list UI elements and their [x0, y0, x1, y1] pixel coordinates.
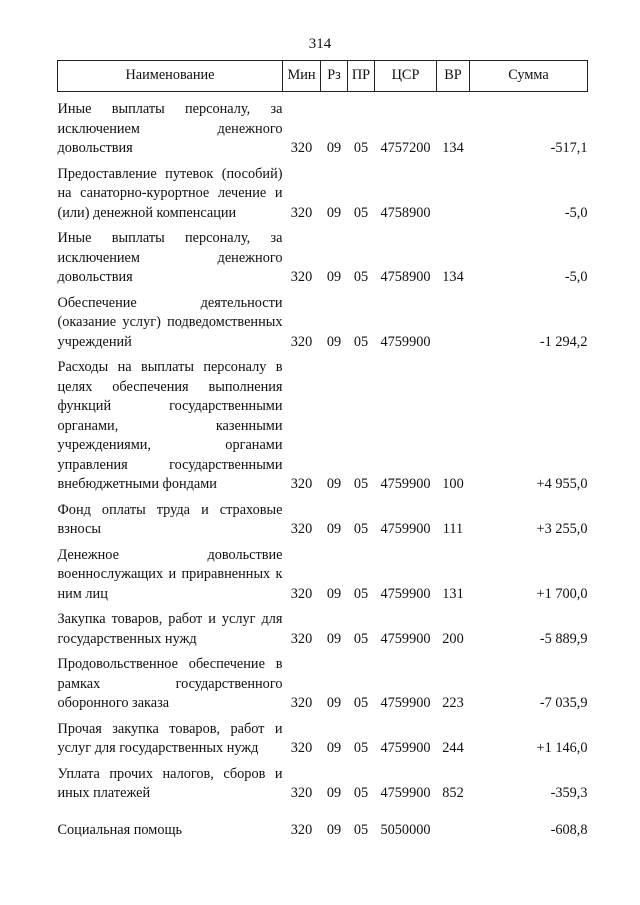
budget-table: [57, 60, 588, 846]
row-csr: 4759900: [380, 333, 431, 350]
row-vr: 244: [442, 740, 464, 756]
row-min: 320: [290, 476, 313, 492]
row-vr: 131: [442, 585, 464, 602]
row-vr: [437, 294, 470, 359]
row-vr: 223: [442, 695, 464, 711]
row-rz: 09: [326, 333, 342, 350]
row-vr: 200: [442, 630, 464, 647]
row-csr: 4759900: [380, 695, 431, 711]
table-row: [58, 655, 588, 720]
row-rz: 09: [326, 821, 342, 838]
header-sum: Сумма: [470, 61, 588, 92]
row-sum: -5 889,9: [539, 630, 588, 647]
row-sum: -1 294,2: [539, 333, 588, 350]
row-name: Закупка товаров, работ и услуг для государственных нужд: [57, 611, 283, 647]
table-row: [58, 294, 588, 359]
row-min: 320: [290, 585, 313, 602]
row-pr: 05: [353, 585, 369, 602]
row-min: 320: [290, 521, 313, 537]
row-sum: +3 255,0: [536, 521, 588, 537]
row-pr: 05: [353, 333, 369, 350]
table-row: [58, 720, 588, 765]
row-vr: 111: [442, 521, 464, 537]
row-sum: +1 700,0: [536, 585, 588, 602]
row-name: Продовольственное обеспечение в рамках государственного оборонного заказа: [57, 656, 283, 711]
row-sum: -5,0: [564, 204, 588, 221]
row-csr: 4759900: [380, 785, 431, 801]
row-pr: 05: [353, 204, 369, 221]
row-rz: 09: [326, 695, 342, 711]
row-pr: 05: [353, 785, 369, 801]
row-min: 320: [290, 204, 313, 221]
row-name: Прочая закупка товаров, работ и услуг для государственных нужд: [57, 720, 283, 756]
row-rz: 09: [326, 476, 342, 492]
row-pr: 05: [353, 269, 369, 285]
row-csr: 4759900: [380, 521, 431, 537]
row-sum: -517,1: [550, 140, 588, 156]
header-pr: ПР: [348, 61, 375, 92]
row-name: Обеспечение деятельности (оказание услуг) подведомственных учреждений: [57, 294, 283, 350]
row-vr: 134: [442, 269, 464, 285]
row-csr: 4757200: [380, 140, 431, 156]
row-pr: 05: [353, 140, 369, 156]
row-rz: 09: [326, 269, 342, 285]
table-header-row: [58, 61, 588, 92]
row-name: Денежное довольствие военнослужащих и приравненных к ним лиц: [57, 546, 283, 602]
row-min: 320: [290, 630, 313, 647]
row-sum: -359,3: [550, 785, 588, 801]
row-name: Предоставление путевок (пособий) на санаторно-курортное лечение и (или) денежной компенсации: [57, 165, 283, 221]
row-csr: 4759900: [380, 585, 431, 602]
row-name: Фонд оплаты труда и страховые взносы: [57, 501, 283, 537]
row-name: Иные выплаты персоналу, за исключением денежного довольствия: [57, 230, 283, 285]
table-row: [58, 501, 588, 546]
row-csr: 4759900: [380, 476, 431, 492]
row-pr: 05: [353, 630, 369, 647]
row-csr: 4759900: [380, 740, 431, 756]
row-name: Уплата прочих налогов, сборов и иных платежей: [57, 765, 283, 801]
row-csr: 4759900: [380, 630, 431, 647]
row-min: 320: [290, 740, 313, 756]
row-name: Иные выплаты персоналу, за исключением денежного довольствия: [57, 101, 283, 156]
row-sum: +1 146,0: [536, 740, 588, 756]
row-vr: [437, 165, 470, 230]
row-vr: 100: [442, 476, 464, 492]
row-pr: 05: [353, 821, 369, 838]
table-row: [58, 92, 588, 165]
row-min: 320: [290, 821, 313, 838]
row-rz: 09: [326, 785, 342, 801]
row-rz: 09: [326, 740, 342, 756]
row-pr: 05: [353, 476, 369, 492]
table-row: [58, 229, 588, 294]
row-rz: 09: [326, 140, 342, 156]
row-sum: -7 035,9: [539, 695, 588, 711]
row-sum: -608,8: [550, 821, 588, 838]
table-row: [58, 546, 588, 611]
table-row: [58, 610, 588, 655]
row-min: 320: [290, 333, 313, 350]
row-vr: [437, 810, 470, 847]
table-row: [58, 358, 588, 501]
table-row: [58, 165, 588, 230]
header-vr: ВР: [437, 61, 470, 92]
row-min: 320: [290, 695, 313, 711]
row-vr: 852: [442, 785, 464, 801]
row-min: 320: [290, 785, 313, 801]
row-csr: 5050000: [380, 821, 431, 838]
header-csr: ЦСР: [375, 61, 437, 92]
row-rz: 09: [326, 204, 342, 221]
header-rz: Рз: [321, 61, 348, 92]
table-row: [58, 810, 588, 847]
row-name: Социальная помощь: [57, 821, 183, 838]
row-rz: 09: [326, 630, 342, 647]
row-pr: 05: [353, 695, 369, 711]
row-min: 320: [290, 269, 313, 285]
row-csr: 4758900: [380, 204, 431, 221]
header-min: Мин: [283, 61, 321, 92]
row-sum: -5,0: [564, 269, 588, 285]
row-pr: 05: [353, 521, 369, 537]
row-name: Расходы на выплаты персоналу в целях обеспечения выполнения функций государственными органами, казенными учреждениями, органами управления государственными внебюджетными фондами: [57, 359, 283, 492]
row-rz: 09: [326, 585, 342, 602]
header-name: Наименование: [58, 61, 283, 92]
table-row: [58, 765, 588, 810]
row-pr: 05: [353, 740, 369, 756]
row-min: 320: [290, 140, 313, 156]
row-rz: 09: [326, 521, 342, 537]
page-number: 314: [308, 36, 332, 52]
row-vr: 134: [442, 140, 464, 156]
row-sum: +4 955,0: [536, 476, 588, 492]
row-csr: 4758900: [380, 269, 431, 285]
